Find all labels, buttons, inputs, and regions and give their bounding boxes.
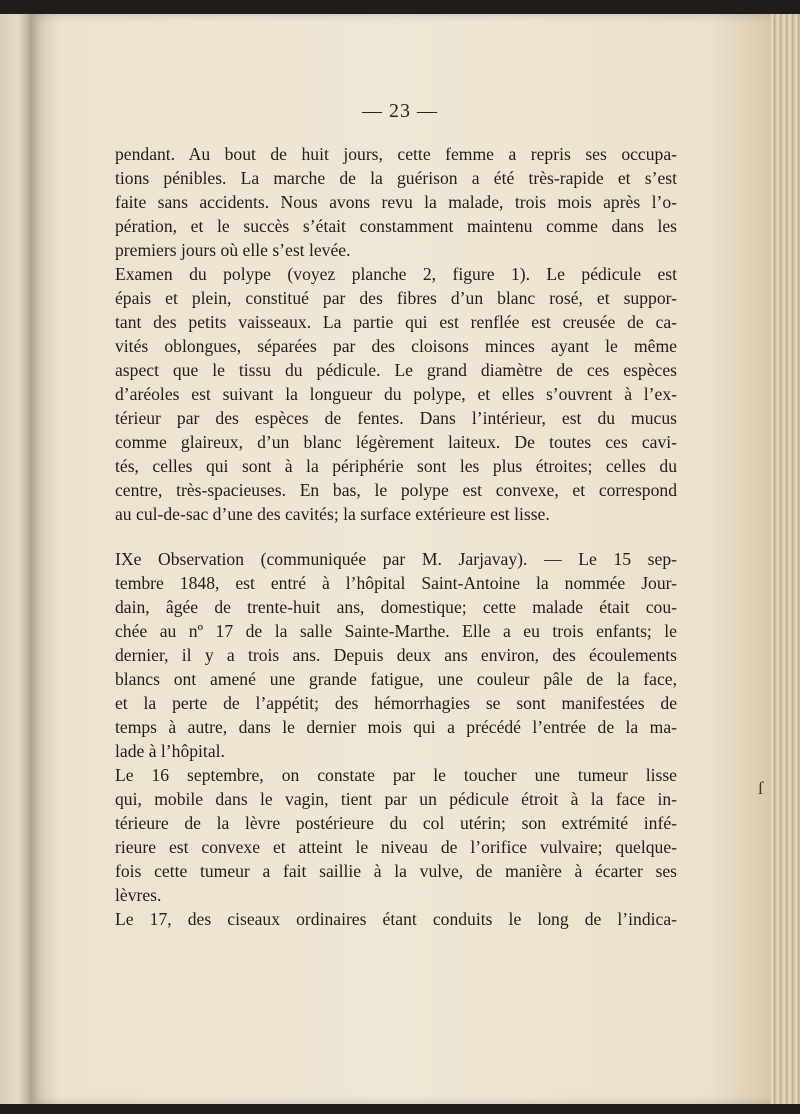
book-page	[30, 14, 770, 1104]
text-line: faite sans accidents. Nous avons revu la malade, trois mois après l’o-	[115, 192, 677, 212]
text-line: d’aréoles est suivant la longueur du polype, et elles s’ouvrent à l’ex-	[115, 384, 677, 404]
scan-top-border	[0, 0, 800, 14]
text-line: pendant. Au bout de huit jours, cette femme a repris ses occupa-	[115, 144, 677, 164]
margin-mark: ſ	[758, 778, 764, 798]
text-line: térieur par des espèces de fentes. Dans l’intérieur, est du mucus	[115, 408, 677, 428]
text-line: Le 17, des ciseaux ordinaires étant conduits le long de l’indica-	[115, 909, 677, 929]
text-line: lèvres.	[115, 885, 162, 905]
text-line: rieure est convexe et atteint le niveau de l’orifice vulvaire; quelque-	[115, 837, 677, 857]
text-line: fois cette tumeur a fait saillie à la vulve, de manière à écarter ses	[115, 861, 677, 881]
text-line: tions pénibles. La marche de la guérison a été très-rapide et s’est	[115, 168, 677, 188]
text-line: tant des petits vaisseaux. La partie qui est renflée est creusée de ca-	[115, 312, 677, 332]
text-line: IXe Observation (communiquée par M. Jarjavay). — Le 15 sep-	[115, 549, 677, 569]
text-line: Le 16 septembre, on constate par le toucher une tumeur lisse	[115, 765, 677, 785]
text-line: blancs ont amené une grande fatigue, une couleur pâle de la face,	[115, 669, 677, 689]
text-line: épais et plein, constitué par des fibres d’un blanc rosé, et suppor-	[115, 288, 677, 308]
text-line: lade à l’hôpital.	[115, 741, 225, 761]
text-line: au cul-de-sac d’une des cavités; la surface extérieure est lisse.	[115, 504, 550, 524]
text-line: aspect que le tissu du pédicule. Le grand diamètre de ces espèces	[115, 360, 677, 380]
text-line: térieure de la lèvre postérieure du col utérin; son extrémité infé-	[115, 813, 677, 833]
page-stack-edge	[770, 14, 800, 1104]
text-line: et la perte de l’appétit; des hémorrhagies se sont manifestées de	[115, 693, 677, 713]
body-text	[115, 142, 677, 931]
text-line: chée au nº 17 de la salle Sainte-Marthe. Elle a eu trois enfants; le	[115, 621, 677, 641]
scan-bottom-border	[0, 1104, 800, 1114]
text-line: comme glaireux, d’un blanc légèrement laiteux. De toutes ces cavi-	[115, 432, 677, 452]
text-line: Examen du polype (voyez planche 2, figure 1). Le pédicule est	[115, 264, 677, 284]
text-line: tembre 1848, est entré à l’hôpital Saint-Antoine la nommée Jour-	[115, 573, 677, 593]
text-line: pération, et le succès s’était constamment maintenu comme dans les	[115, 216, 677, 236]
text-line: vités oblongues, séparées par des cloisons minces ayant le même	[115, 336, 677, 356]
left-facing-page-edge	[0, 14, 30, 1104]
text-line: premiers jours où elle s’est levée.	[115, 240, 351, 260]
text-line: dernier, il y a trois ans. Depuis deux ans environ, des écoulements	[115, 645, 677, 665]
text-line: temps à autre, dans le dernier mois qui a précédé l’entrée de la ma-	[115, 717, 677, 737]
text-line: tés, celles qui sont à la périphérie sont les plus étroites; celles du	[115, 456, 677, 476]
text-line: qui, mobile dans le vagin, tient par un pédicule étroit à la face in-	[115, 789, 677, 809]
text-line: dain, âgée de trente-huit ans, domestique; cette malade était cou-	[115, 597, 677, 617]
page-number: — 23 —	[362, 100, 438, 122]
text-line: centre, très-spacieuses. En bas, le polype est convexe, et correspond	[115, 480, 677, 500]
